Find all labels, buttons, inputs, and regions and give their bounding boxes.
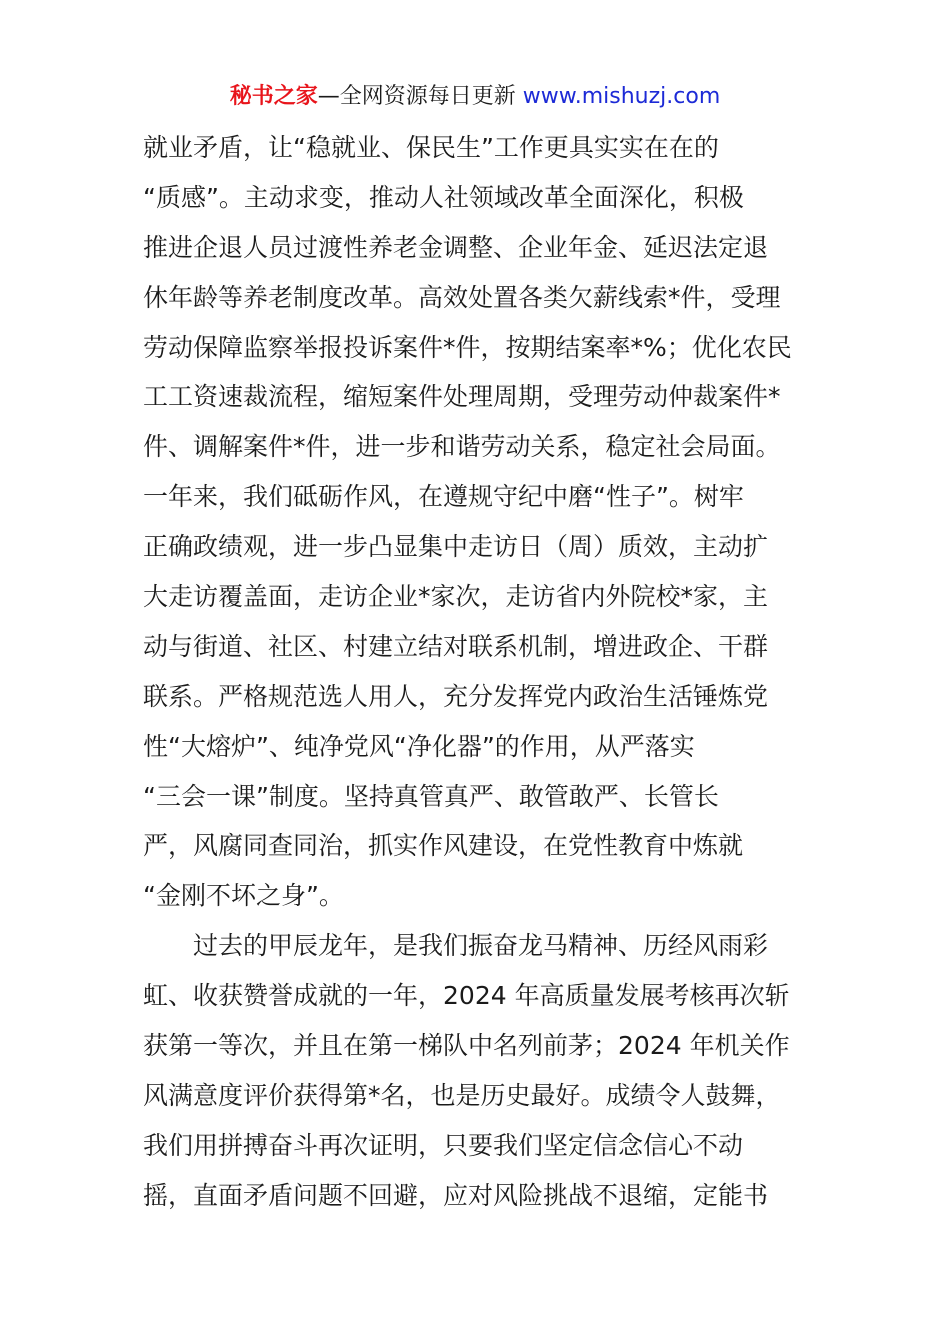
text-line: 动与街道、社区、村建立结对联系机制，增进政企、干群 xyxy=(143,631,769,661)
text-line: 严，风腐同查同治，抓实作风建设，在党性教育中炼就 xyxy=(143,831,744,861)
site-tagline: —全网资源每日更新 xyxy=(317,84,523,109)
text-line: 推进企退人员过渡性养老金调整、企业年金、延迟法定退 xyxy=(143,232,769,262)
text-line: “金刚不坏之身”。 xyxy=(143,881,344,911)
text-line: 休年龄等养老制度改革。高效处置各类欠薪线索*件，受理 xyxy=(143,282,781,312)
text-line: 就业矛盾，让“稳就业、保民生”工作更具实实在在的 xyxy=(143,133,719,162)
text-line: 劳动保障监察举报投诉案件*件，按期结案率*%；优化农民 xyxy=(143,332,792,362)
site-header xyxy=(0,82,950,112)
text-line: 获第一等次，并且在第一梯队中名列前茅；2024 年机关作 xyxy=(143,1031,790,1061)
document-body xyxy=(143,123,823,1221)
text-line: 联系。严格规范选人用人，充分发挥党内政治生活锤炼党 xyxy=(143,681,769,711)
text-line: 风满意度评价获得第*名，也是历史最好。成绩令人鼓舞， xyxy=(143,1080,781,1110)
text-line: 工工资速裁流程，缩短案件处理周期，受理劳动仲裁案件* xyxy=(143,382,781,412)
text-line: 大走访覆盖面，走访企业*家次，走访省内外院校*家，主 xyxy=(143,582,769,612)
text-line: 我们用拼搏奋斗再次证明，只要我们坚定信念信心不动 xyxy=(143,1130,744,1160)
text-line: “质感”。主动求变，推动人社领域改革全面深化，积极 xyxy=(143,182,744,212)
text-line: 摇，直面矛盾问题不回避，应对风险挑战不退缩，定能书 xyxy=(143,1180,769,1210)
text-line: 件、调解案件*件，进一步和谐劳动关系，稳定社会局面。 xyxy=(143,432,781,462)
text-line: 过去的甲辰龙年，是我们振奋龙马精神、历经风雨彩 xyxy=(143,931,769,961)
text-line: 虹、收获赞誉成就的一年，2024 年高质量发展考核再次斩 xyxy=(143,981,790,1011)
text-line: “三会一课”制度。坚持真管真严、敢管敢严、长管长 xyxy=(143,781,719,811)
text-line: 性“大熔炉”、纯净党风“净化器”的作用，从严落实 xyxy=(143,731,695,761)
text-line: 正确政绩观，进一步凸显集中走访日（周）质效，主动扩 xyxy=(143,532,769,562)
site-url-link[interactable]: www.mishuzj.com xyxy=(522,84,721,109)
text-line: 一年来，我们砥砺作风，在遵规守纪中磨“性子”。树牢 xyxy=(143,482,744,512)
site-brand: 秘书之家 xyxy=(229,84,318,109)
